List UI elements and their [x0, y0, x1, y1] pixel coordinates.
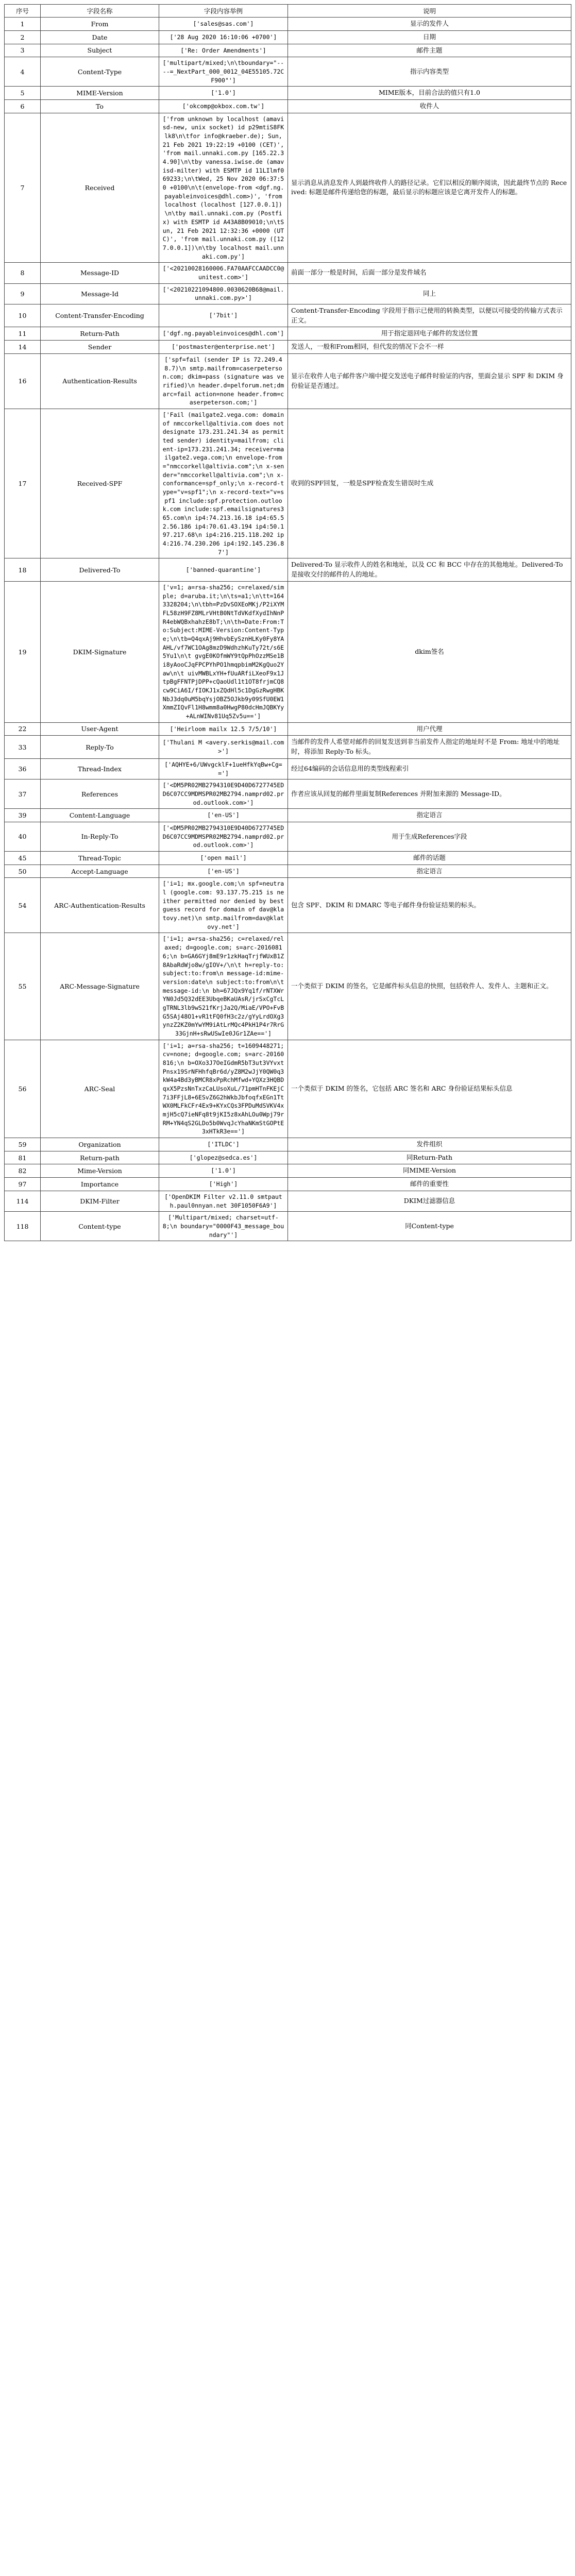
row-description: 用户代理 [288, 722, 571, 736]
row-example: ['from unknown by localhost (amavisd-new, unix socket) id p29mtiS8FKlk8\n\tfor info@kraeber.de); Sun, 21 Feb 2021 19:22:19 +0100 (CET)', 'from mail.unnaki.com.py [165.22.34.90]\n\tby vanessa.iwise.de (amavisd-milter) with ESMTP id 11LIlmf069233;\n\tWed, 25 Nov 2020 06:37:50 +0100\n\t(envelope-from <dgf.ng.payableinvoices@dhl.com>)', 'from localhost (localhost [127.0.0.1])\n\tby mail.unnaki.com.py (Postfix) with ESMTP id A43A8B09010;\n\tSun, 21 Feb 2021 12:32:36 +0000 (UTC)', 'from mail.unnaki.com.py ([127.0.0.1])\n\tby localhost mail.unnaki.com.py'] [159, 113, 288, 262]
row-field-name: Delivered-To [41, 558, 159, 582]
table-row [5, 933, 571, 1040]
row-description: 同Return-Path [288, 1151, 571, 1164]
row-field-name: Received [41, 113, 159, 262]
table-row [5, 722, 571, 736]
row-example: ['<DM5PR02MB2794310E9D40D6727745EDD6C07CC9MDMSPR02MB2794.namprd02.prod.outlook.com>'] [159, 779, 288, 809]
row-field-name: DKIM-Signature [41, 581, 159, 722]
table-row [5, 1178, 571, 1191]
row-seq: 18 [5, 558, 41, 582]
row-description: 邮件主题 [288, 44, 571, 57]
table-row [5, 304, 571, 327]
row-seq: 114 [5, 1191, 41, 1211]
row-description: 邮件的重要性 [288, 1178, 571, 1191]
row-description: 收到的SPF回复，一般是SPF检查发生错误时生成 [288, 409, 571, 558]
header-desc: 说明 [288, 5, 571, 18]
row-description: 收件人 [288, 100, 571, 113]
row-field-name: Received-SPF [41, 409, 159, 558]
row-seq: 14 [5, 341, 41, 354]
row-field-name: Accept-Language [41, 865, 159, 878]
row-example: ['1.0'] [159, 87, 288, 100]
table-row [5, 87, 571, 100]
table-row [5, 1138, 571, 1151]
table-row [5, 283, 571, 304]
table-row [5, 558, 571, 582]
row-example: ['en-US'] [159, 809, 288, 822]
row-field-name: Return-Path [41, 327, 159, 341]
row-seq: 37 [5, 779, 41, 809]
row-description: 当邮件的发件人希望对邮件的回复发送到非当前发件人指定的地址时不是 From: 地址中的地址时，将添加 Reply-To 标头。 [288, 736, 571, 759]
table-row [5, 865, 571, 878]
row-example: ['Re: Order Amendments'] [159, 44, 288, 57]
table-row [5, 30, 571, 44]
row-seq: 55 [5, 933, 41, 1040]
row-field-name: Date [41, 30, 159, 44]
row-description: 包含 SPF、DKIM 和 DMARC 等电子邮件身份验证结果的标头。 [288, 878, 571, 933]
row-field-name: Message-ID [41, 263, 159, 283]
row-example: ['glopez@sedca.es'] [159, 1151, 288, 1164]
row-field-name: Organization [41, 1138, 159, 1151]
row-description: DKIM过滤器信息 [288, 1191, 571, 1211]
row-field-name: Reply-To [41, 736, 159, 759]
row-description: dkim签名 [288, 581, 571, 722]
row-description: 指定语言 [288, 809, 571, 822]
row-example: ['open mail'] [159, 851, 288, 865]
row-description: 同Content-type [288, 1212, 571, 1241]
table-row [5, 822, 571, 851]
table-row [5, 779, 571, 809]
table-row [5, 1164, 571, 1178]
table-row [5, 263, 571, 283]
row-description: 同MIME-Version [288, 1164, 571, 1178]
row-description: 一个类似于 DKIM 的签名，它是邮件标头信息的快照，包括收件人、发件人、主题和正文。 [288, 933, 571, 1040]
row-field-name: Subject [41, 44, 159, 57]
row-description: 用于生成References字段 [288, 822, 571, 851]
row-seq: 4 [5, 57, 41, 87]
row-example: ['okcomp@okbox.com.tw'] [159, 100, 288, 113]
row-description: 邮件的话题 [288, 851, 571, 865]
row-example: ['High'] [159, 1178, 288, 1191]
row-field-name: Content-Transfer-Encoding [41, 304, 159, 327]
table-row [5, 851, 571, 865]
row-seq: 3 [5, 44, 41, 57]
row-seq: 39 [5, 809, 41, 822]
row-seq: 97 [5, 1178, 41, 1191]
row-field-name: User-Agent [41, 722, 159, 736]
row-example: ['ITLDC'] [159, 1138, 288, 1151]
row-description: MIME版本，目前合法的值只有1.0 [288, 87, 571, 100]
table-row [5, 409, 571, 558]
row-description: 显示在收件人电子邮件客户端中提交发送电子邮件时验证的内容，里面会显示 SPF 和 DKIM 身份验证是否通过。 [288, 353, 571, 409]
row-example: ['Multipart/mixed; charset=utf-8;\n boundary="0000F43_message_boundary"'] [159, 1212, 288, 1241]
row-field-name: DKIM-Filter [41, 1191, 159, 1211]
row-seq: 6 [5, 100, 41, 113]
row-example: ['Fail (mailgate2.vega.com: domain of nmccorkell@altivia.com does not designate 173.231.241.34 as permitted sender) identity=mailfrom; client-ip=173.231.241.34; receiver=mailgate2.vega.com;\n envelope-from="nmccorkell@altivia.com";\n x-sender="nmccorkell@altivia.com";\n x-conformance=spf_only;\n x-record-type="v=spf1";\n x-record-text="v=spf1 include:spf.protection.outlook.com include:spf.emailsignatures365.com\n ip4:74.213.16.18 ip4:65.52.56.186 ip4:70.61.43.194 ip4:50.197.217.68\n ip4:216.215.118.202 ip4:216.74.230.206 ip4:192.145.236.87'] [159, 409, 288, 558]
row-seq: 16 [5, 353, 41, 409]
row-field-name: Message-Id [41, 283, 159, 304]
page [4, 4, 571, 2576]
row-field-name: From [41, 18, 159, 31]
row-field-name: Content-type [41, 1212, 159, 1241]
row-description: 指示内容类型 [288, 57, 571, 87]
row-seq: 45 [5, 851, 41, 865]
row-example: ['i=1; a=rsa-sha256; t=1609448271; cv=none; d=google.com; s=arc-20160816;\n b=OXo3J7OeIGdmR5bT3ut3VYvxtPnsx19SrNFHhfqBr6d/yZ8M2wJjY0QW0q3kW4a4Bd3yBMCR8xPpRchMfwd+YQXz3HQBDqxX5PzsNnTxzCaLUsoXuL/71pmHTnFKEjC7i3FFjL8+6ESvZ6G2hWkbJbfoqfxEGn1TtWX0MLFkCFr4Ex9+KYxCQs3FPDuMdSVKV4xmjH5cQ7ieNFq8t9jKI5z8xAhLOu0Wpj79rRM+YN4qS2GLDo5b0WvqJcYhaNKmStGOPtE3xHTkR3e=='] [159, 1040, 288, 1138]
row-seq: 56 [5, 1040, 41, 1138]
row-example: ['Heirloom mailx 12.5 7/5/10'] [159, 722, 288, 736]
table-row [5, 44, 571, 57]
row-description: 指定语言 [288, 865, 571, 878]
row-field-name: Thread-Index [41, 758, 159, 779]
table-row [5, 581, 571, 722]
row-seq: 11 [5, 327, 41, 341]
row-field-name: Thread-Topic [41, 851, 159, 865]
table-row [5, 1040, 571, 1138]
row-example: ['sales@sas.com'] [159, 18, 288, 31]
table-row [5, 341, 571, 354]
row-description: 作者应该从回复的邮件里面复制References 并附加来源的 Message-ID。 [288, 779, 571, 809]
row-example: ['i=1; a=rsa-sha256; c=relaxed/relaxed; d=google.com; s=arc-20160816;\n b=GA6GYj8mE9r1zkHaqTrjfWUxB1Z8AbaRdWjo8w/gIOV+/\n\t h=reply-to:subject:to:from\n message-id:mime-version:date\n subject:to:from\n\t message-id:\n bh=67JQx9Yq1f/rNTXWrYN0Jd5Q32dEE3UbqeBKaUAsR/jrSxCgTcLgTRNL3lb9wS21fKrjJa2Q/MiaE/VPO+FvBG5SAj48O1+vR1tFQ0fH3c2z/gYyLrdOXg3ynzZ2KZ0mYwYM9iAtLrMQc4PkH1P4r7RrG33GjnH+sRwUSwIe0JGr1ZAe=='] [159, 933, 288, 1040]
table-row [5, 1191, 571, 1211]
row-seq: 81 [5, 1151, 41, 1164]
row-field-name: Content-Type [41, 57, 159, 87]
row-example: ['en-US'] [159, 865, 288, 878]
row-seq: 9 [5, 283, 41, 304]
table-row [5, 1151, 571, 1164]
row-field-name: Sender [41, 341, 159, 354]
table-row [5, 327, 571, 341]
row-field-name: Content-Language [41, 809, 159, 822]
row-example: ['dgf.ng.payableinvoices@dhl.com'] [159, 327, 288, 341]
row-seq: 7 [5, 113, 41, 262]
row-description: 一个类似于 DKIM 的签名，它包括 ARC 签名和 ARC 身份验证结果标头信息 [288, 1040, 571, 1138]
row-field-name: References [41, 779, 159, 809]
row-example: ['AQHYE+6/UWvgcklF+1ueHfkYqBw+Cg=='] [159, 758, 288, 779]
row-field-name: ARC-Authentication-Results [41, 878, 159, 933]
row-example: ['banned-quarantine'] [159, 558, 288, 582]
row-example: ['28 Aug 2020 16:10:06 +0700'] [159, 30, 288, 44]
row-description: Content-Transfer-Encoding 字段用于指示已使用的转换类型，以便以可接受的传输方式表示正文。 [288, 304, 571, 327]
row-seq: 2 [5, 30, 41, 44]
table-row [5, 809, 571, 822]
row-description: 经过64编码的会话信息用的类型线程索引 [288, 758, 571, 779]
row-field-name: MIME-Version [41, 87, 159, 100]
table-row [5, 1212, 571, 1241]
row-description: 显示消息从消息发件人到最终收件人的路径记录。它们以相反的顺序阅读，因此最终节点的 Received: 标题是邮件传递给您的标题，最后显示的标题应该是它离开发件人的标题。 [288, 113, 571, 262]
row-field-name: To [41, 100, 159, 113]
row-example: ['Thulani M <avery.serkis@mail.com>'] [159, 736, 288, 759]
row-description: Delivered-To 显示收件人的姓名和地址，以及 CC 和 BCC 中存在的其他地址。Delivered-To 是接收交付的邮件的人的地址。 [288, 558, 571, 582]
row-example: ['<20210221094800.0030620B68@mail.unnaki.com.py>'] [159, 283, 288, 304]
row-seq: 33 [5, 736, 41, 759]
row-field-name: ARC-Seal [41, 1040, 159, 1138]
row-example: ['multipart/mixed;\n\tboundary="----=_NextPart_000_0012_04E55105.72CF900"'] [159, 57, 288, 87]
table-body [5, 18, 571, 1241]
header-seq: 序号 [5, 5, 41, 18]
row-example: ['1.0'] [159, 1164, 288, 1178]
table-row [5, 113, 571, 262]
row-seq: 17 [5, 409, 41, 558]
table-row [5, 353, 571, 409]
row-field-name: Return-path [41, 1151, 159, 1164]
row-example: ['7bit'] [159, 304, 288, 327]
row-seq: 59 [5, 1138, 41, 1151]
header-field: 字段名称 [41, 5, 159, 18]
row-seq: 82 [5, 1164, 41, 1178]
row-description: 发送人，一般和From相同，但代发的情况下会不一样 [288, 341, 571, 354]
row-seq: 5 [5, 87, 41, 100]
row-description: 发件组织 [288, 1138, 571, 1151]
row-seq: 118 [5, 1212, 41, 1241]
row-example: ['postmaster@enterprise.net'] [159, 341, 288, 354]
row-example: ['v=1; a=rsa-sha256; c=relaxed/simple; d=aruba.it;\n\ts=a1;\n\tt=1643328204;\n\tbh=PzDvSOXEoMKj/P2iXYMFL58zH9FZ8MLrVHtB0NtTdVKdfXydIhNnPR4ebWQBxhahzE8bT;\n\th=Date:From:To:Subject:MIME-Version:Content-Type;\n\tb=Q4qxAj9HhvbEySznHLKy0Fy8YAAHL/vf7WC1OAg8mzD9WdhzhKuTy72t/s6E5Yu1\n\t gvgE0KOfmWY9tQpPhOzzMSe1Bi8yAooCJqFPCPYhPO1hmqpbimM2KgQuo2Yaw\n\t uivMWBLxYH+fUuARfiLXeoF9x1JtpBgFFNTPjDPP+cQaoUdl1t1OT8frjmCQ8cw9CiA6I/fIOKJ1xZQdHl5c1DgGzRwgHBKNbJ3dq0uM5bqYsjOBZ5OJkb9y09SfU0EW1XmmZIQvFl1H8wmm8a0HwgP80dcHmJQBKYy+ALnWINv81Uq5Zv5u=='] [159, 581, 288, 722]
table-row [5, 18, 571, 31]
row-example: ['OpenDKIM Filter v2.11.0 smtpauth.paul0nnyan.net 30F1050F6A9'] [159, 1191, 288, 1211]
row-seq: 8 [5, 263, 41, 283]
row-description: 同上 [288, 283, 571, 304]
row-field-name: ARC-Message-Signature [41, 933, 159, 1040]
row-seq: 36 [5, 758, 41, 779]
table-header-row [5, 5, 571, 18]
row-seq: 22 [5, 722, 41, 736]
email-header-fields-table [4, 4, 571, 1241]
row-field-name: In-Reply-To [41, 822, 159, 851]
row-seq: 1 [5, 18, 41, 31]
row-example: ['<DM5PR02MB2794310E9D40D6727745EDD6C07CC9MDMSPR02MB2794.namprd02.prod.outlook.com>'] [159, 822, 288, 851]
row-example: ['i=1; mx.google.com;\n spf=neutral (google.com: 93.137.75.215 is neither permitted nor denied by best guess record for domain of dav@klatovy.net)\n smtp.mailfrom=dav@klatovy.net'] [159, 878, 288, 933]
row-field-name: Mime-Version [41, 1164, 159, 1178]
row-seq: 10 [5, 304, 41, 327]
row-example: ['<20210028160006.FA70AAFCCAADCC0@unitest.com>'] [159, 263, 288, 283]
table-row [5, 100, 571, 113]
row-seq: 40 [5, 822, 41, 851]
row-description: 显示的发件人 [288, 18, 571, 31]
row-description: 前面一部分一般是时间，后面一部分是发件域名 [288, 263, 571, 283]
row-field-name: Importance [41, 1178, 159, 1191]
row-field-name: Authentication-Results [41, 353, 159, 409]
row-example: ['spf=fail (sender IP is 72.249.48.7)\n smtp.mailfrom=caserpeterson.com; dkim=pass (signature was verified)\n header.d=pelforum.net;dmarc=fail action=none header.from=caserpeterson.com;'] [159, 353, 288, 409]
table-row [5, 736, 571, 759]
row-description: 日期 [288, 30, 571, 44]
table-row [5, 57, 571, 87]
row-seq: 54 [5, 878, 41, 933]
row-description: 用于指定退回电子邮件的发送位置 [288, 327, 571, 341]
row-seq: 50 [5, 865, 41, 878]
table-row [5, 758, 571, 779]
header-example: 字段内容举例 [159, 5, 288, 18]
table-row [5, 878, 571, 933]
row-seq: 19 [5, 581, 41, 722]
